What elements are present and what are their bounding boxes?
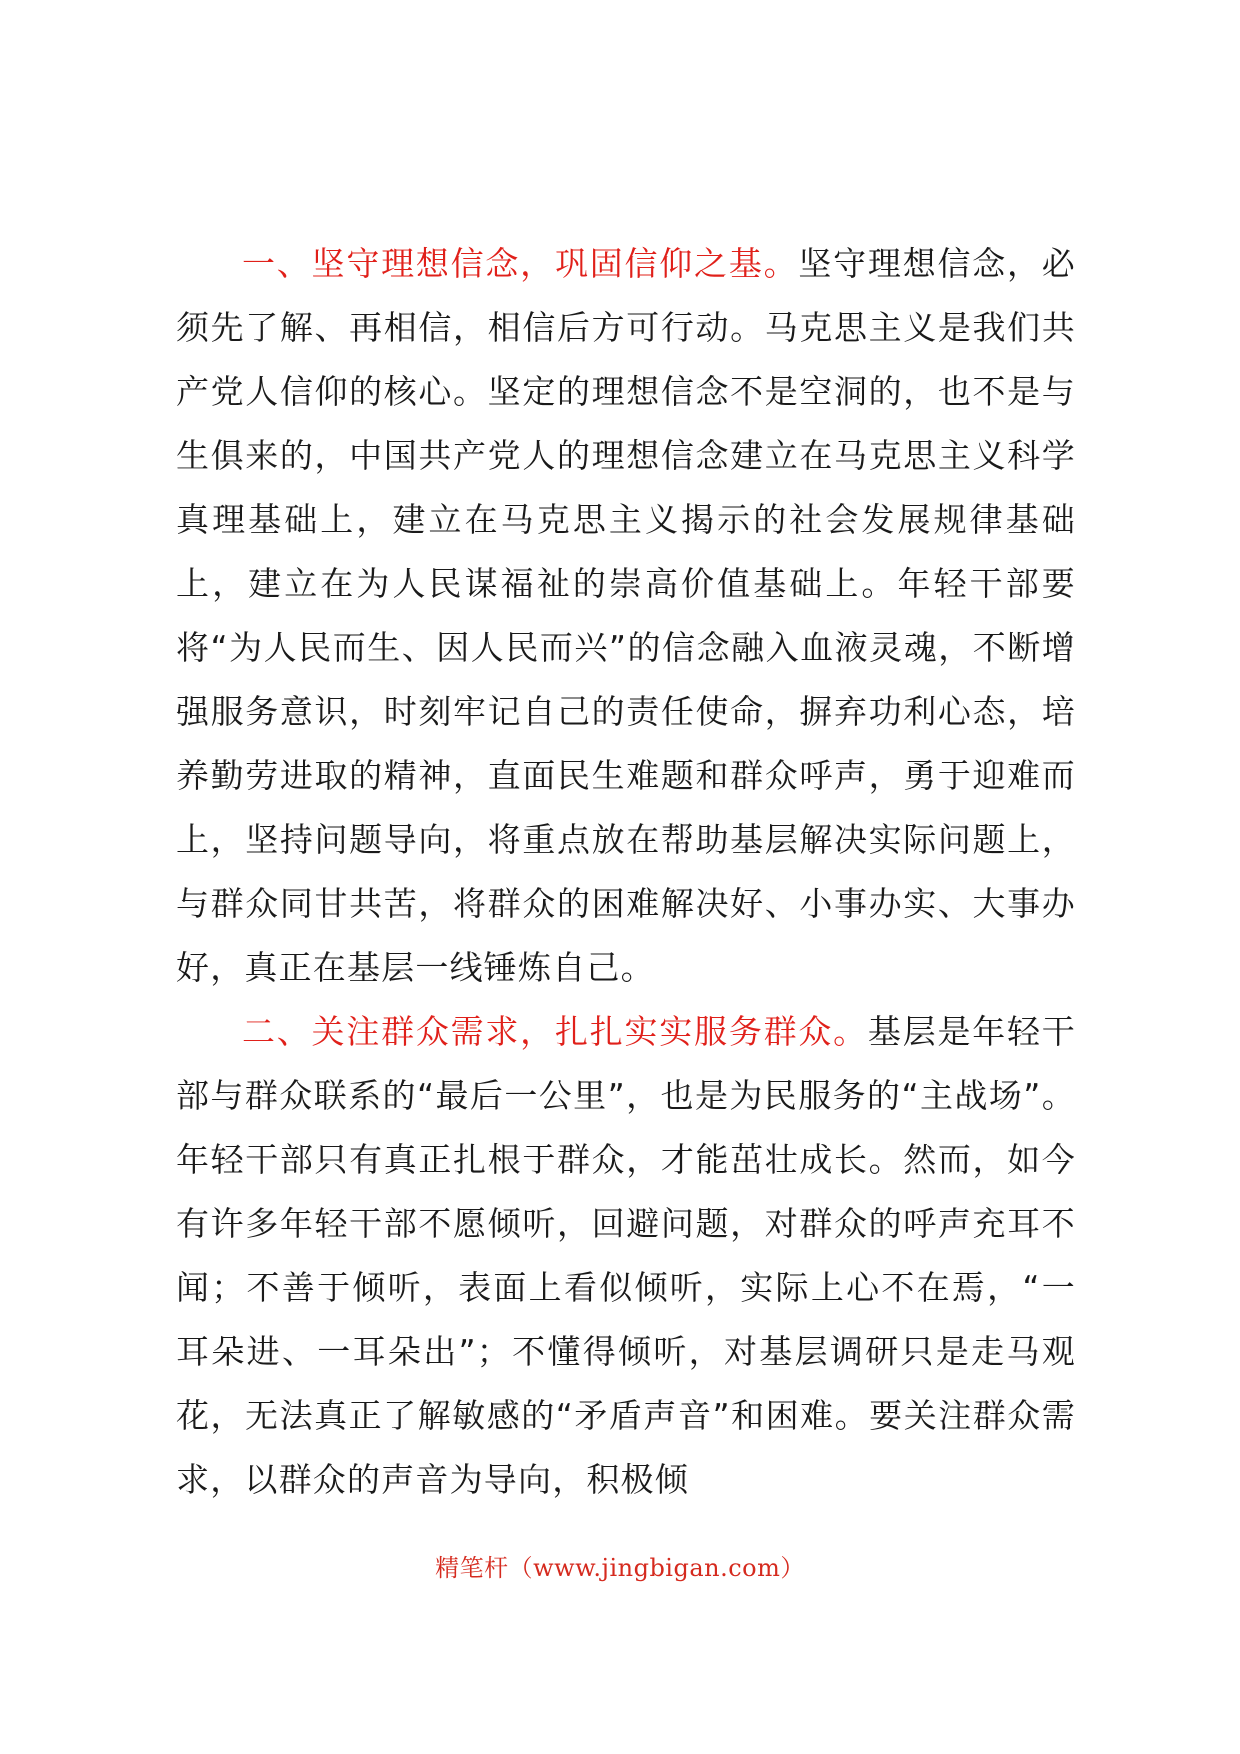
- paragraph-2-heading: 二、关注群众需求，扎扎实实服务群众。: [242, 1012, 868, 1051]
- paragraph-1: [176, 232, 1076, 1000]
- paragraph-1-text: 坚守理想信念，必须先了解、再相信，相信后方可行动。马克思主义是我们共产党人信仰的核心。坚定的理想信念不是空洞的，也不是与生俱来的，中国共产党人的理想信念建立在马克思主义科学真理基础上，建立在马克思主义揭示的社会发展规律基础上，建立在为人民谋福祉的崇高价值基础上。年轻干部要将“为人民而生、因人民而兴”的信念融入血液灵魂，不断增强服务意识，时刻牢记自己的责任使命，摒弃功利心态，培养勤劳进取的精神，直面民生难题和群众呼声，勇于迎难而上，坚持问题导向，将重点放在帮助基层解决实际问题上，与群众同甘共苦，将群众的困难解决好、小事办实、大事办好，真正在基层一线锤炼自己。: [176, 244, 1076, 987]
- paragraph-2: [176, 1000, 1076, 1512]
- paragraph-1-heading: 一、坚守理想信念，巩固信仰之基。: [242, 244, 799, 283]
- paragraph-2-text: 基层是年轻干部与群众联系的“最后一公里”，也是为民服务的“主战场”。年轻干部只有真正扎根于群众，才能茁壮成长。然而，如今有许多年轻干部不愿倾听，回避问题，对群众的呼声充耳不闻；不善于倾听，表面上看似倾听，实际上心不在焉，“一耳朵进、一耳朵出”；不懂得倾听，对基层调研只是走马观花，无法真正了解敏感的“矛盾声音”和困难。要关注群众需求，以群众的声音为导向，积极倾: [176, 1012, 1076, 1499]
- document-body: [176, 232, 1076, 1512]
- footer-watermark: 精笔杆（www.jingbigan.com）: [435, 1554, 805, 1582]
